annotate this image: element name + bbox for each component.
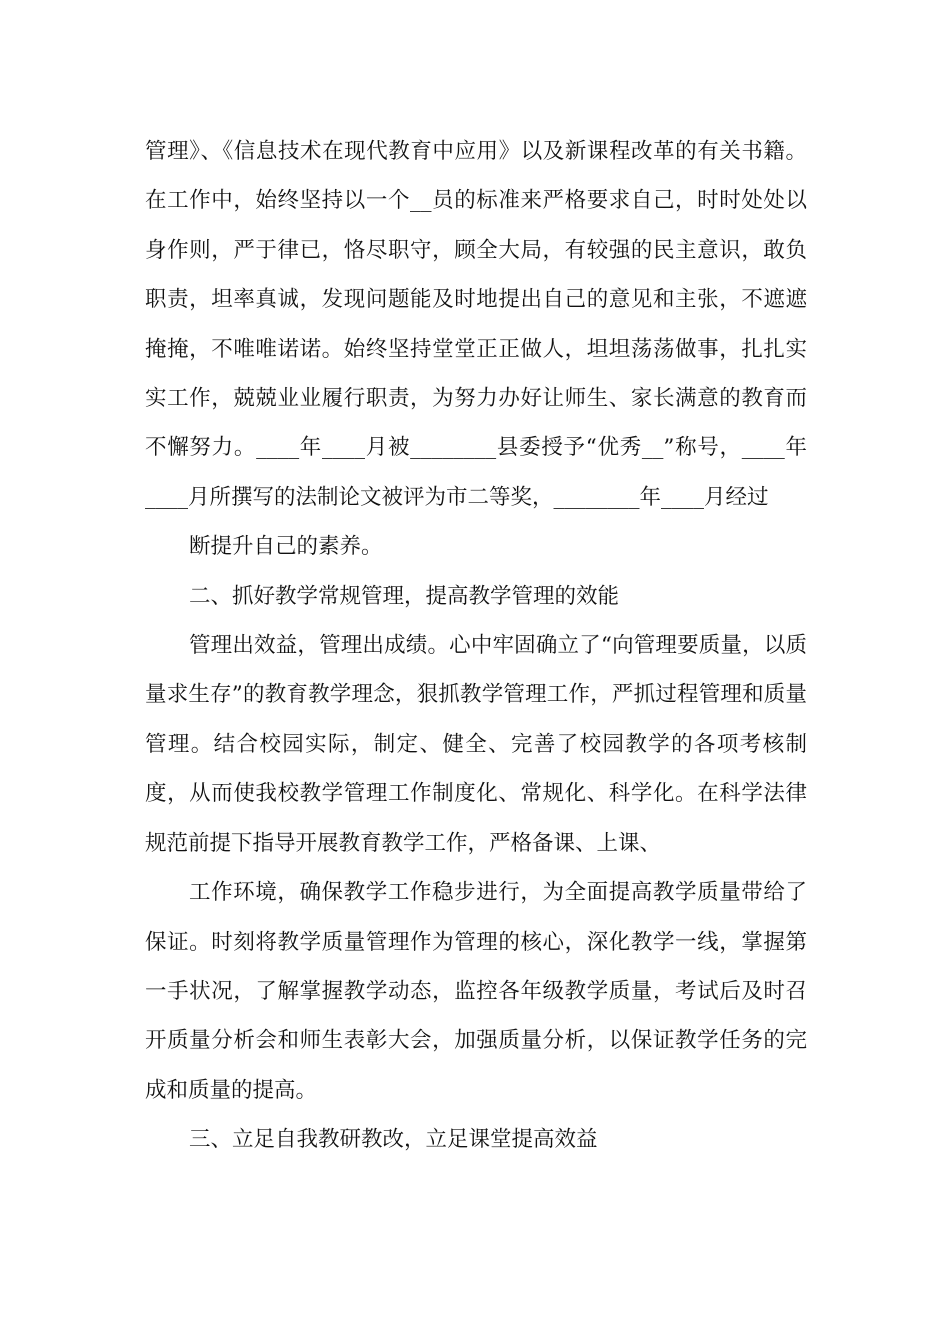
section-heading-three: 三、立足自我教研教改，立足课堂提高效益 bbox=[189, 1127, 598, 1153]
paragraph-self-discipline: 管理》、《信息技术在现代教育中应用》以及新课程改革的有关书籍。在工作中，始终坚持以一个__员的标准来严格要求自己，时时处处以身作则，严于律已，恪尽职守，顾全大局，有较强的民主意识，敢负职责，坦率真诚，发现问题能及时地提出自己的意见和主张，不遮遮掩掩，不唯唯诺诺。始终坚持堂堂正正做人，坦坦荡荡做事，扎扎实实工作，兢兢业业履行职责，为努力办好让师生、家长满意的教育而不懈努力。____年____月被________县委授予“优秀__”称号，____年____月所撰写的法制论文被评为市二等奖，________年____月经过 bbox=[145, 139, 807, 510]
section-heading-two: 二、抓好教学常规管理，提高教学管理的效能 bbox=[189, 583, 620, 609]
paragraph-work-environment: 工作环境，确保教学工作稳步进行，为全面提高教学质量带给了保证。时刻将教学质量管理作为管理的核心，深化教学一线，掌握第一手状况，了解掌握教学动态，监控各年级教学质量，考试后及时召开质量分析会和师生表彰大会，加强质量分析，以保证教学任务的完成和质量的提高。 bbox=[145, 880, 807, 1103]
document-body bbox=[145, 127, 807, 1165]
paragraph-self-improvement: 断提升自己的素养。 bbox=[189, 534, 383, 560]
paragraph-management: 管理出效益，管理出成绩。心中牢固确立了“向管理要质量，以质量求生存”的教育教学理念，狠抓教学管理工作，严抓过程管理和质量管理。结合校园实际，制定、健全、完善了校园教学的各项考核制度，从而使我校教学管理工作制度化、常规化、科学化。在科学法律规范前提下指导开展教育教学工作，严格备课、上课、 bbox=[145, 633, 807, 856]
